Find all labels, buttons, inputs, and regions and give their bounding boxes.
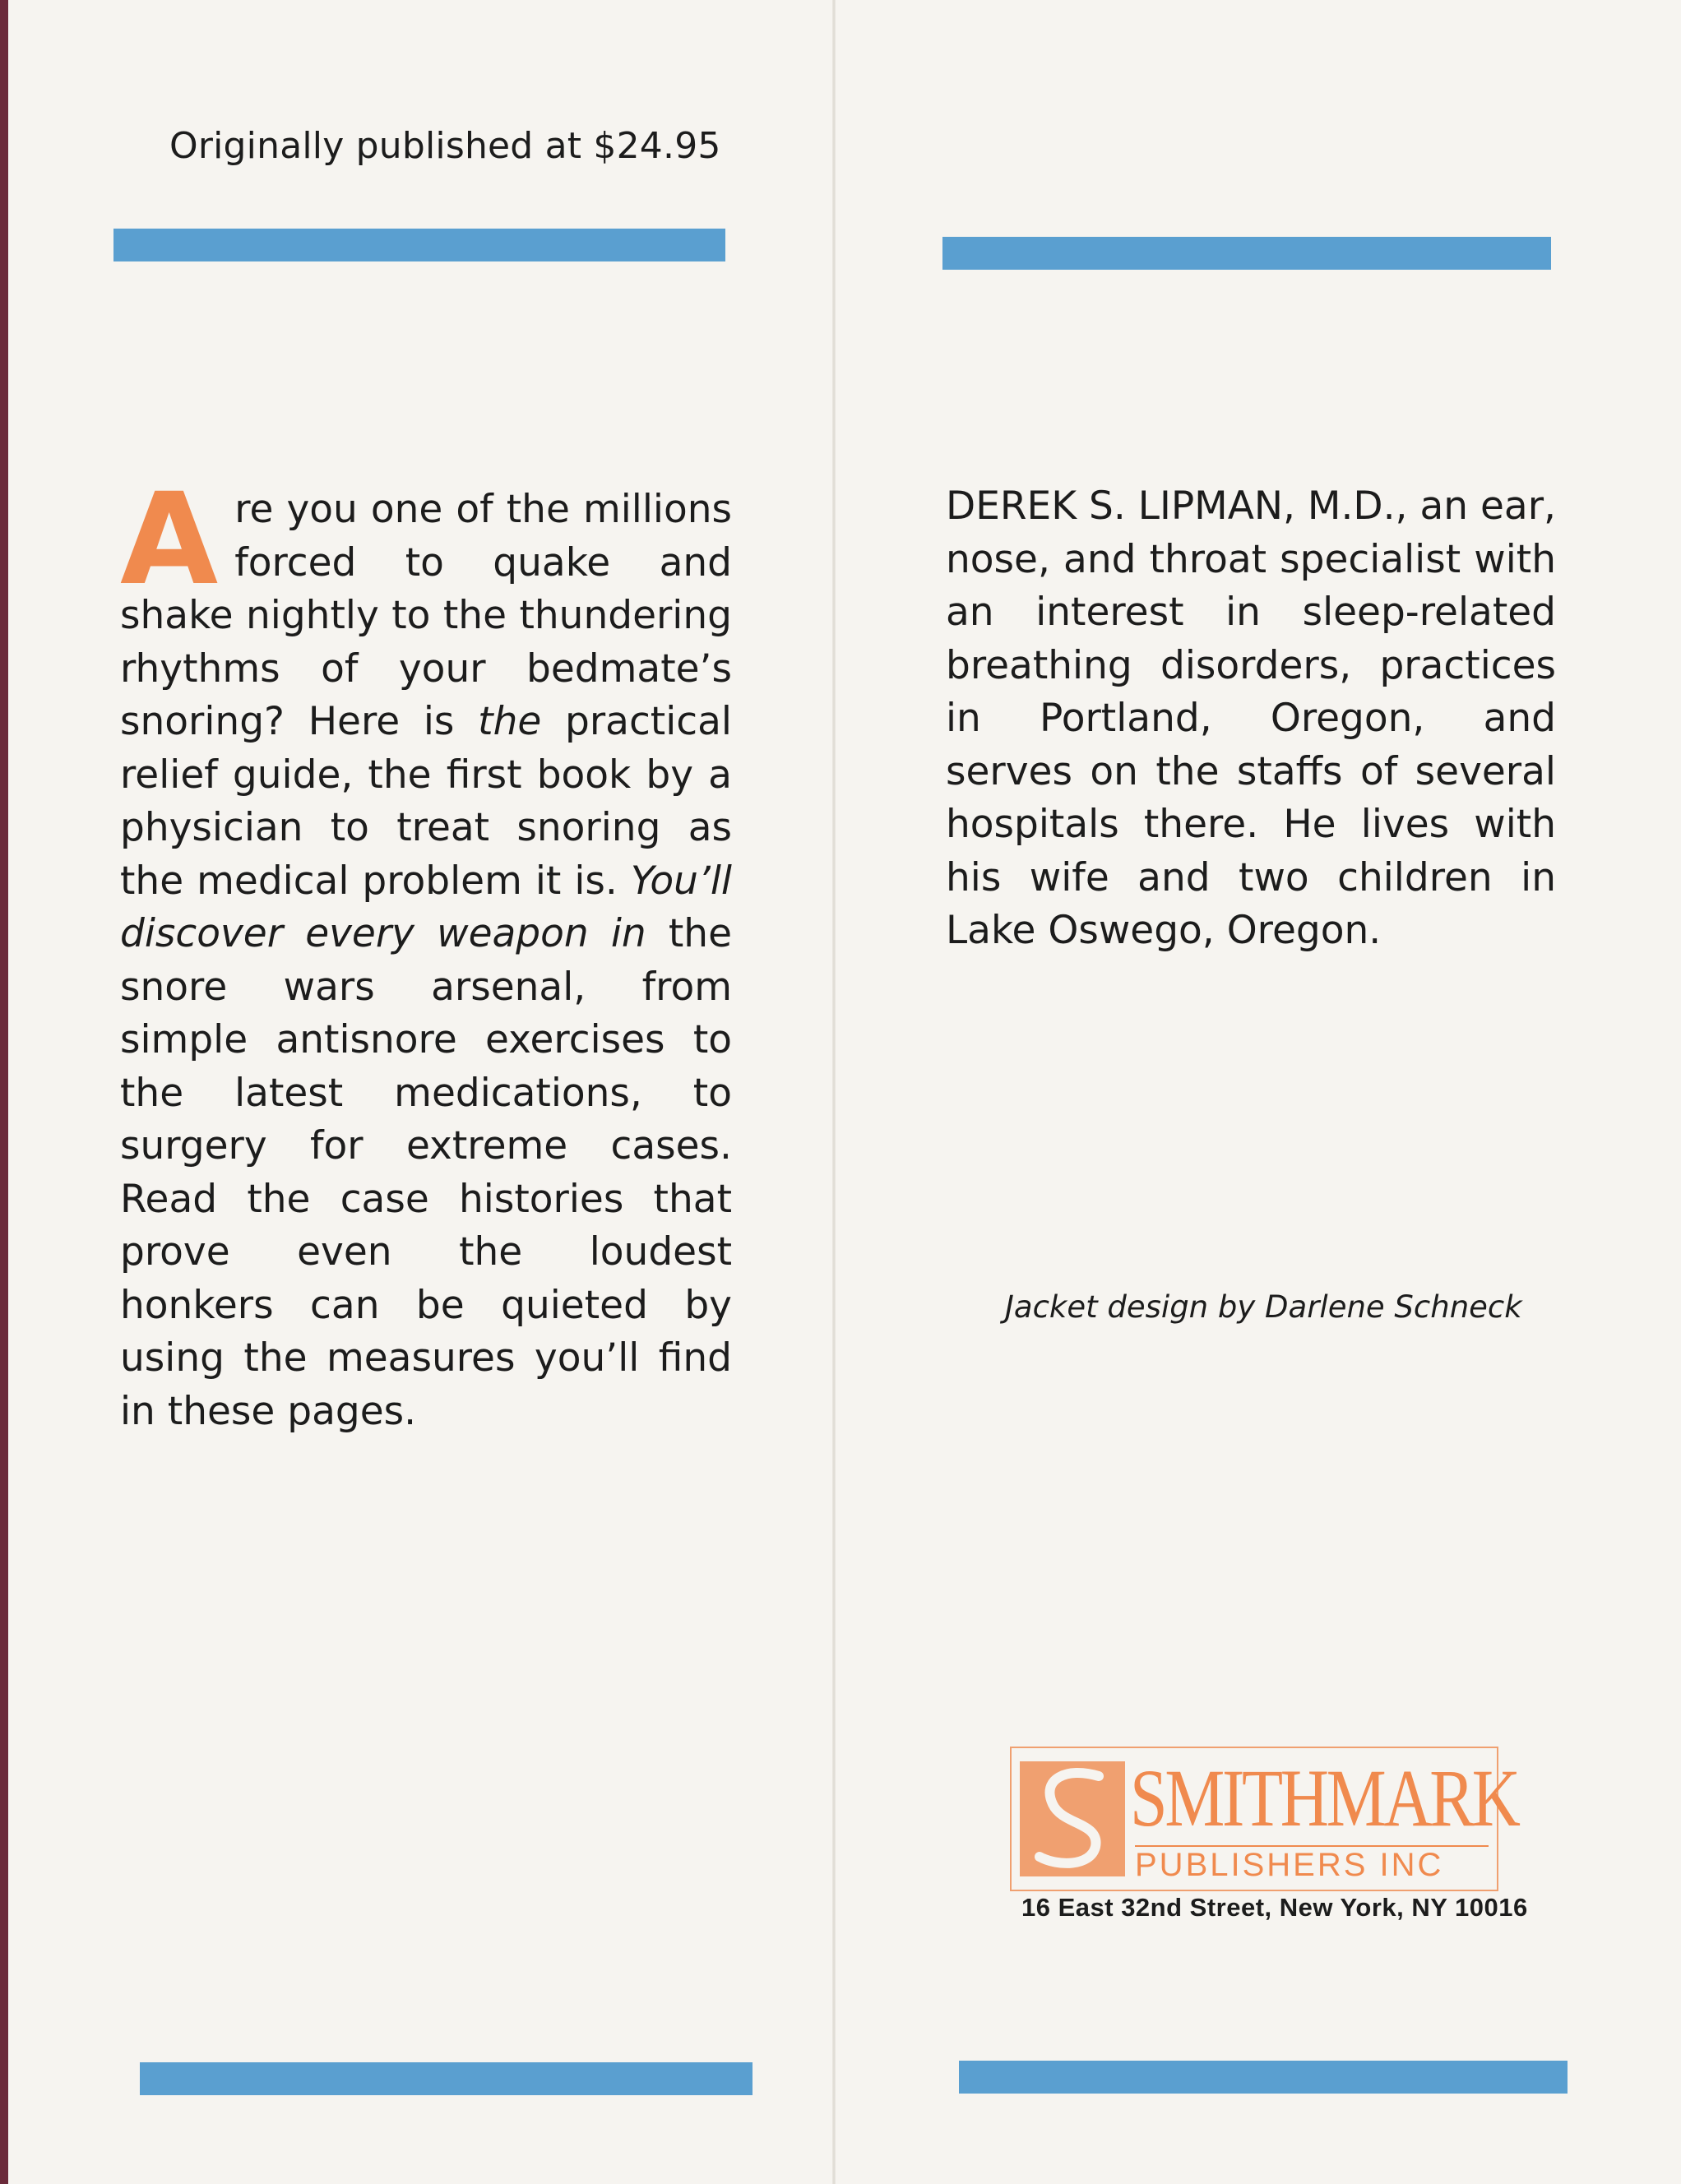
bottom-right-accent-bar [959, 2061, 1568, 2094]
top-right-accent-bar [942, 237, 1551, 270]
blurb-text-2: practical relief guide, the first book by a physician to treat snoring as the medical problem it is. [120, 699, 732, 904]
author-bio: DEREK S. LIPMAN, M.D., an ear, nose, and throat specialist with an interest in sleep-related breathing disorders, practices in Portland, Oregon, and serves on the staffs of several hospitals there. He lives with his wife and two children in Lake Oswego, Oregon. [946, 484, 1556, 953]
publisher-subline: PUBLISHERS INC [1135, 1845, 1489, 1883]
publisher-s-mark-icon [1020, 1761, 1125, 1876]
blurb-text-1: re you one of the millions forced to quake and shake nightly to the thundering rhythms of your bedmate’s snoring? Here is [120, 487, 732, 744]
jacket-design-credit: Jacket design by Darlene Schneck [1005, 1289, 1522, 1325]
blurb-text-3: the snore wars arsenal, from simple antisnore exercises to the latest medications, to surgery for extreme cases. Read the case histories that prove even the loudest honkers can be quieted by using the measures you’ll find in these pages. [120, 911, 733, 1434]
blurb-emphasis-1: the [478, 699, 542, 744]
bottom-left-accent-bar [140, 2062, 753, 2095]
original-price: Originally published at $24.95 [169, 125, 721, 167]
publisher-logo [1010, 1747, 1518, 1891]
book-blurb [120, 466, 733, 1438]
top-left-accent-bar [113, 229, 725, 261]
spine-edge [0, 0, 8, 2184]
blurb-emphasis-2: You’ll discover every weapon in [120, 858, 732, 956]
flap-fold [832, 0, 836, 2184]
publisher-address: 16 East 32nd Street, New York, NY 10016 [1021, 1893, 1528, 1922]
publisher-name: SMITHMARK [1130, 1752, 1518, 1844]
drop-cap: A [120, 466, 219, 613]
